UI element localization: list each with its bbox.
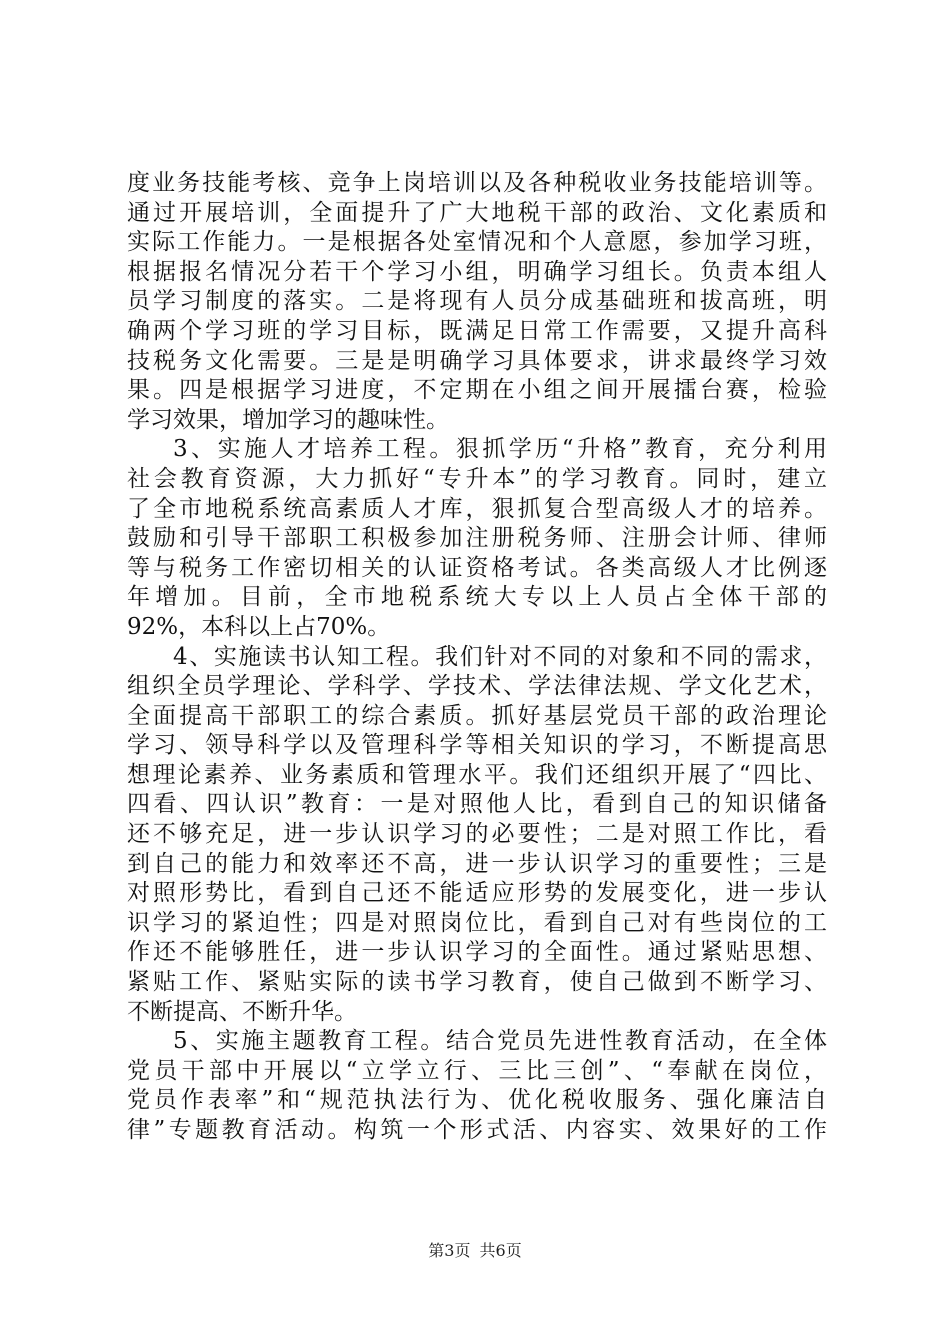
text-line: 果。四是根据学习进度，不定期在小组之间开展擂台赛，检验 [127,377,827,404]
text-line: 紧贴工作、紧贴实际的读书学习教育，使自己做到不断学习、 [127,969,827,996]
document-body [127,169,827,1146]
text-line: 对照形势比，看到自己还不能适应形势的发展变化，进一步认 [127,880,827,907]
text-line: 想理论素养、业务素质和管理水平。我们还组织开展了“四比、 [127,761,827,788]
text-line: 还不够充足，进一步认识学习的必要性；二是对照工作比，看 [127,821,827,848]
text-line: 全面提高干部职工的综合素质。抓好基层党员干部的政治理论 [127,702,827,729]
text-line: 不断提高、不断升华。 [127,998,357,1025]
text-line: 学习、领导科学以及管理科学等相关知识的学习，不断提高思 [127,732,827,759]
text-line: 根据报名情况分若干个学习小组，明确学习组长。负责本组人 [127,258,827,285]
text-line: 通过开展培训，全面提升了广大地税干部的政治、文化素质和 [127,199,827,226]
text-line: 技税务文化需要。三是是明确学习具体要求，讲求最终学习效 [127,347,827,374]
text-line: 等与税务工作密切相关的认证资格考试。各类高级人才比例逐 [127,554,827,581]
text-line: 识学习的紧迫性；四是对照岗位比，看到自己对有些岗位的工 [127,909,827,936]
text-line: 律”专题教育活动。构筑一个形式活、内容实、效果好的工作 [127,1117,827,1143]
text-line: 实际工作能力。一是根据各处室情况和个人意愿，参加学习班， [127,229,827,256]
text-line: 到自己的能力和效率还不高，进一步认识学习的重要性；三是 [127,850,827,877]
text-line: 5、实施主题教育工程。结合党员先进性教育活动，在全体 [173,1028,827,1055]
text-line: 确两个学习班的学习目标，既满足日常工作需要，又提升高科 [127,317,827,344]
text-line: 3、实施人才培养工程。狠抓学历“升格”教育，充分利用 [173,436,827,463]
text-line: 组织全员学理论、学科学、学技术、学法律法规、学文化艺术， [127,673,827,700]
text-line: 学习效果，增加学习的趣味性。 [127,406,449,433]
text-line: 度业务技能考核、竞争上岗培训以及各种税收业务技能培训等。 [127,170,827,196]
text-line: 了全市地税系统高素质人才库，狠抓复合型高级人才的培养。 [127,495,827,522]
text-line: 党员作表率”和“规范执法行为、优化税收服务、强化廉洁自 [127,1087,827,1114]
text-line: 鼓励和引导干部职工积极参加注册税务师、注册会计师、律师 [127,525,827,552]
text-line: 社会教育资源，大力抓好“专升本”的学习教育。同时，建立 [127,465,827,492]
text-line: 员学习制度的落实。二是将现有人员分成基础班和拔高班，明 [127,288,827,315]
text-line: 四看、四认识”教育：一是对照他人比，看到自己的知识储备 [127,791,827,818]
text-line: 4、实施读书认知工程。我们针对不同的对象和不同的需求， [173,643,827,670]
text-line: 作还不能够胜任，进一步认识学习的全面性。通过紧贴思想、 [127,939,827,966]
text-line: 党员干部中开展以“立学立行、三比三创”、“奉献在岗位， [127,1057,827,1084]
text-line: 92%，本科以上占70%。 [127,613,391,640]
page-footer: 第3页 共6页 [428,1241,522,1260]
text-line: 年增加。目前，全市地税系统大专以上人员占全体干部的 [127,584,827,611]
